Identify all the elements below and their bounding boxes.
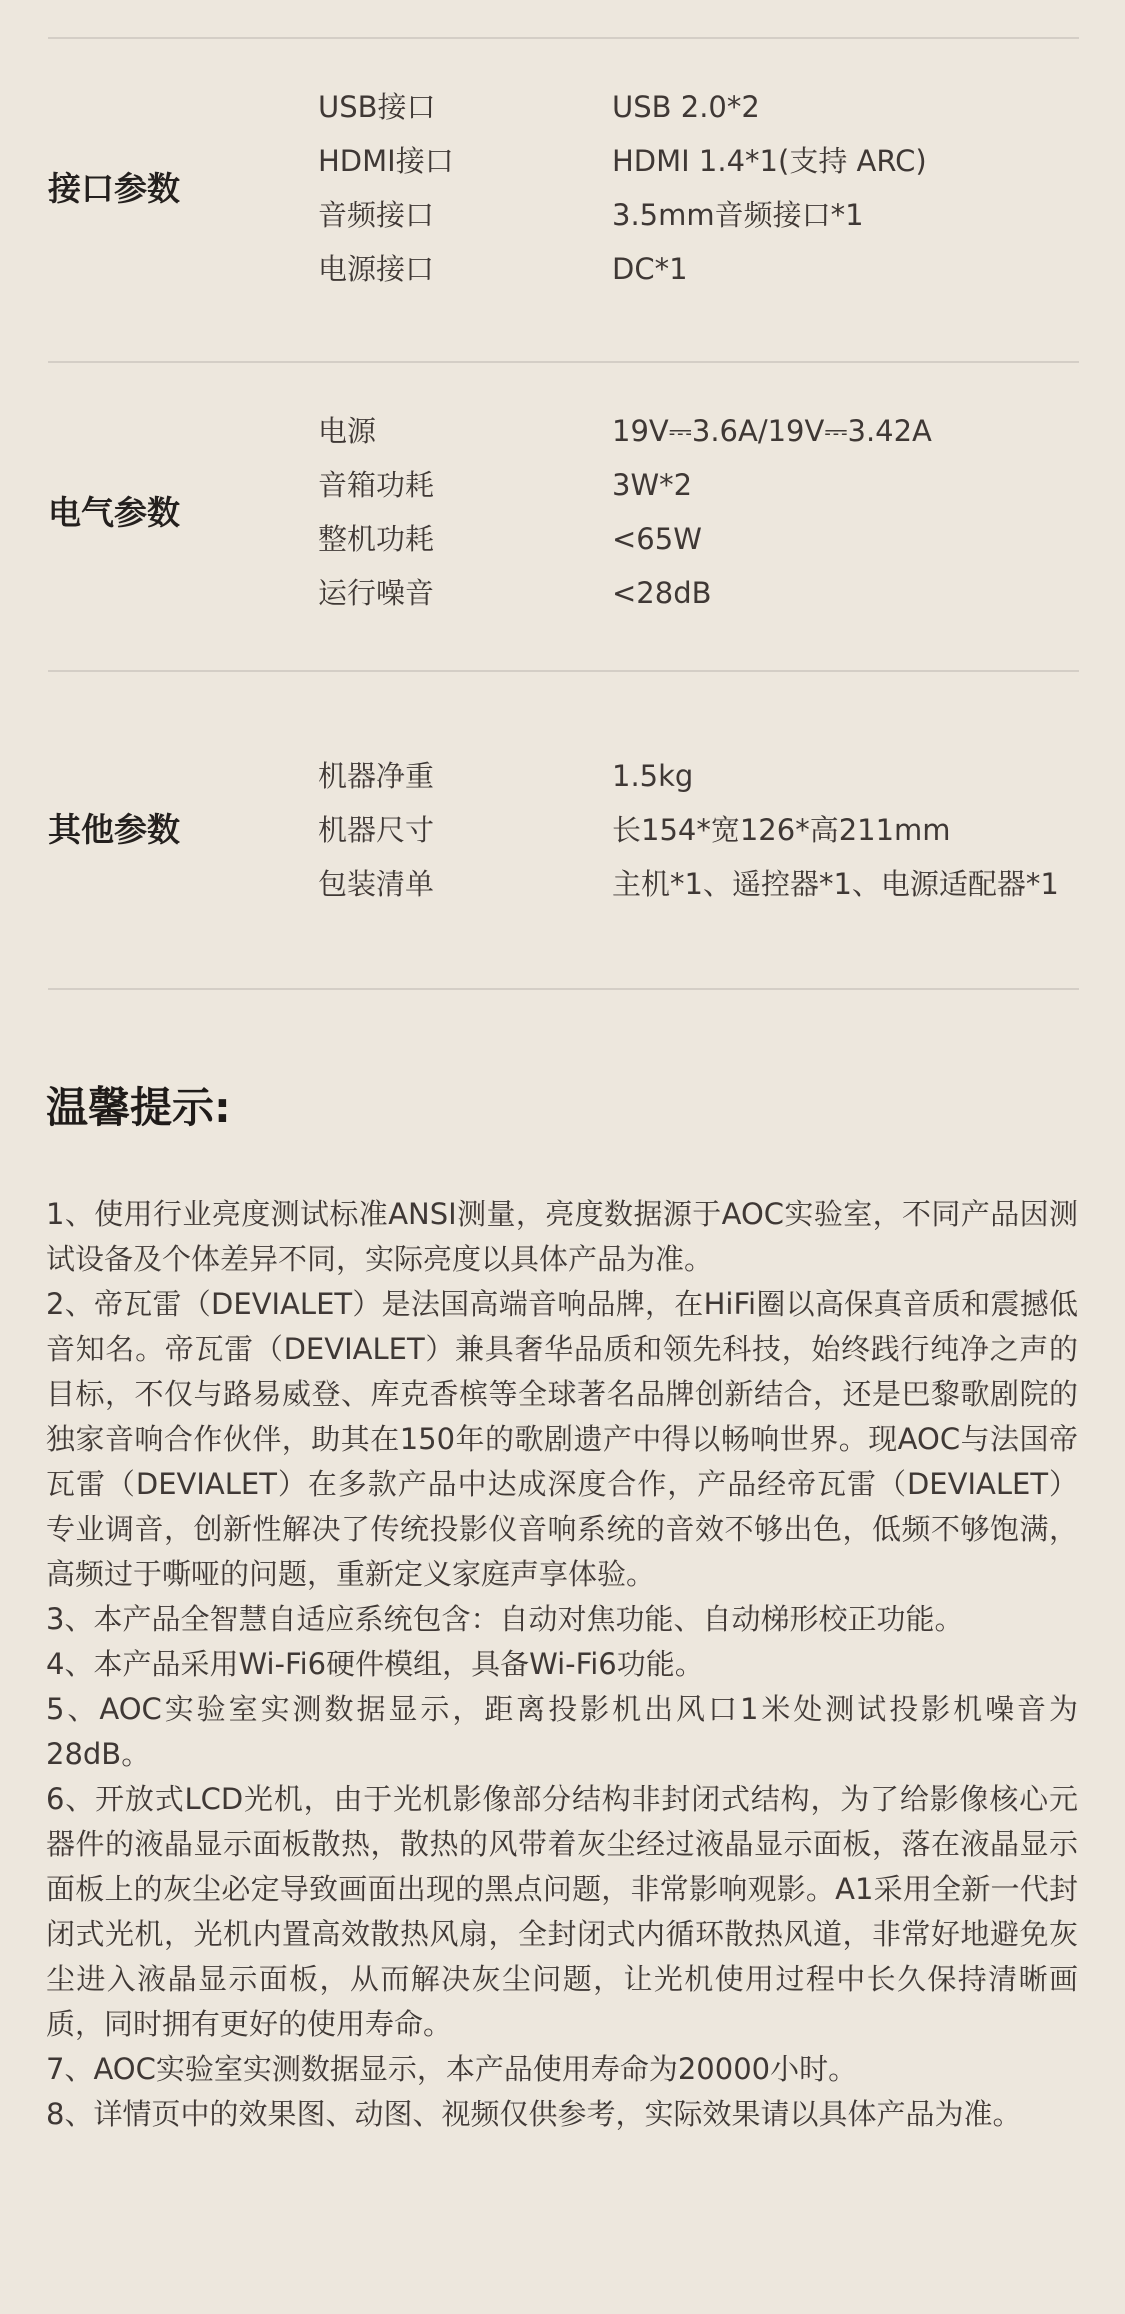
spec-row (0, 404, 1125, 458)
spec-label: 包装清单 (318, 867, 435, 901)
spec-label: 整机功耗 (318, 522, 435, 556)
spec-row (0, 242, 1125, 296)
spec-label: 机器尺寸 (318, 813, 435, 847)
spec-label: 音箱功耗 (318, 468, 435, 502)
spec-row (0, 80, 1125, 134)
spec-row (0, 566, 1125, 620)
note-item: 4、本产品采用Wi-Fi6硬件模组，具备Wi-Fi6功能。 (46, 1647, 704, 1681)
divider-interface (48, 361, 1079, 363)
divider-other (48, 988, 1079, 990)
section-title: 电气参数 (48, 493, 180, 532)
note-item: 3、本产品全智慧自适应系统包含：自动对焦功能、自动梯形校正功能。 (46, 1602, 964, 1636)
spec-value: 1.5kg (612, 759, 694, 793)
spec-value: 19V⎓3.6A/19V⎓3.42A (612, 414, 932, 448)
spec-row (0, 803, 1125, 857)
spec-label: 电源接口 (318, 252, 435, 286)
notes-list (46, 1192, 1078, 2137)
spec-row (0, 512, 1125, 566)
spec-label: 电源 (318, 414, 377, 448)
section-title: 其他参数 (48, 810, 180, 849)
spec-label: 音频接口 (318, 198, 435, 232)
note-item: 6、开放式LCD光机，由于光机影像部分结构非封闭式结构，为了给影像核心元器件的液晶显示面板散热，散热的风带着灰尘经过液晶显示面板，落在液晶显示面板上的灰尘必定导致画面出现的黑点问题，非常影响观影。A1采用全新一代封闭式光机，光机内置高效散热风扇，全封闭式内循环散热风道，非常好地避免灰尘进入液晶显示面板，从而解决灰尘问题，让光机使用过程中长久保持清晰画质，同时拥有更好的使用寿命。 (46, 1782, 1078, 2041)
spec-value: 主机*1、遥控器*1、电源适配器*1 (612, 867, 1059, 901)
spec-label: HDMI接口 (318, 144, 454, 178)
spec-value: USB 2.0*2 (612, 90, 760, 124)
section-title: 接口参数 (48, 169, 180, 208)
spec-label: 运行噪音 (318, 576, 435, 610)
spec-value: <65W (612, 522, 702, 556)
spec-value: 长154*宽126*高211mm (612, 813, 951, 847)
spec-row (0, 857, 1125, 911)
notes-title: 温馨提示: (46, 1083, 231, 1132)
spec-value: DC*1 (612, 252, 688, 286)
spec-row (0, 188, 1125, 242)
note-item: 5、AOC实验室实测数据显示，距离投影机出风口1米处测试投影机噪音为28dB。 (46, 1692, 1078, 1771)
divider-electrical (48, 670, 1079, 672)
divider-top (48, 37, 1079, 39)
spec-value: 3W*2 (612, 468, 693, 502)
spec-label: 机器净重 (318, 759, 435, 793)
note-item: 2、帝瓦雷（DEVIALET）是法国高端音响品牌，在HiFi圈以高保真音质和震撼低音知名。帝瓦雷（DEVIALET）兼具奢华品质和领先科技，始终践行纯净之声的目标，不仅与路易威登、库克香槟等全球著名品牌创新结合，还是巴黎歌剧院的独家音响合作伙伴，助其在150年的歌剧遗产中得以畅响世界。现AOC与法国帝瓦雷（DEVIALET）在多款产品中达成深度合作，产品经帝瓦雷（DEVIALET）专业调音，创新性解决了传统投影仪音响系统的音效不够出色，低频不够饱满，高频过于嘶哑的问题，重新定义家庭声享体验。 (46, 1287, 1078, 1591)
note-item: 7、AOC实验室实测数据显示，本产品使用寿命为20000小时。 (46, 2052, 858, 2086)
spec-row (0, 134, 1125, 188)
note-item: 8、详情页中的效果图、动图、视频仅供参考，实际效果请以具体产品为准。 (46, 2097, 1022, 2131)
spec-value: <28dB (612, 576, 712, 610)
note-item: 1、使用行业亮度测试标准ANSI测量，亮度数据源于AOC实验室，不同产品因测试设备及个体差异不同，实际亮度以具体产品为准。 (46, 1197, 1078, 1276)
spec-row (0, 458, 1125, 512)
spec-label: USB接口 (318, 90, 436, 124)
spec-value: HDMI 1.4*1(支持 ARC) (612, 144, 927, 178)
spec-value: 3.5mm音频接口*1 (612, 198, 864, 232)
spec-row (0, 749, 1125, 803)
